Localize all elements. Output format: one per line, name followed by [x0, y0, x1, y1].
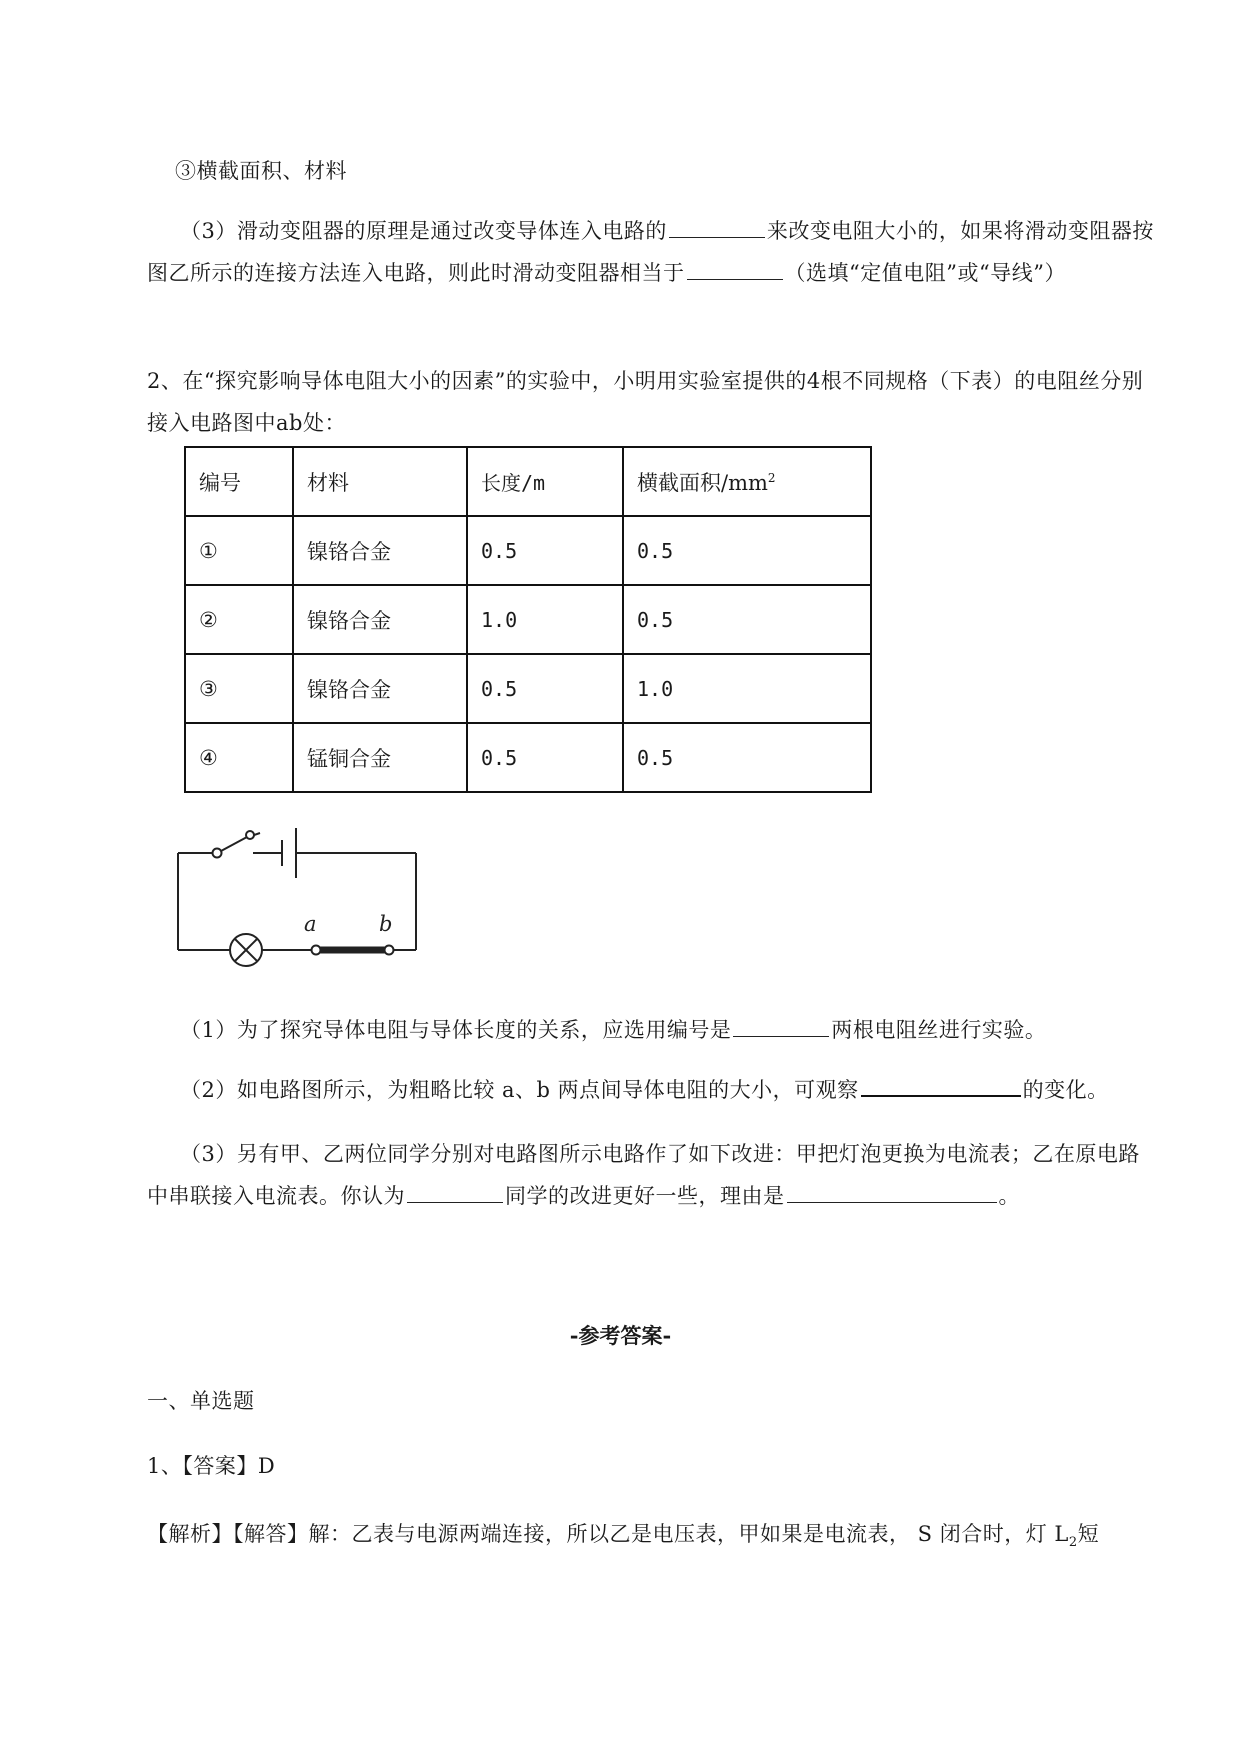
- resistance-wire-table: [184, 446, 872, 793]
- table-cell: ③: [185, 654, 293, 723]
- circuit-wire: [254, 833, 260, 835]
- sub-question-1-part2: 两根电阻丝进行实验。: [831, 1018, 1047, 1042]
- sub-question-3: [147, 1133, 1157, 1217]
- table-cell: 0.5: [623, 585, 871, 654]
- q3-text-part1: （3）滑动变阻器的原理是通过改变导体连入电路的: [180, 219, 667, 243]
- analysis-text-end: 短: [1077, 1522, 1100, 1546]
- q3-text: [147, 210, 1157, 294]
- switch-terminal: [213, 849, 222, 858]
- answer-blank[interactable]: [687, 255, 783, 280]
- table-cell: 镍铬合金: [293, 654, 467, 723]
- table-cell: 0.5: [467, 516, 623, 585]
- answer-blank[interactable]: [861, 1071, 1021, 1097]
- header-length: 长度/m: [481, 471, 546, 495]
- q3-text-part2: 来改变电阻大小的，如果将滑动变阻器按图乙所示的连接方法连入电路，则此时滑动变阻器相当于: [147, 219, 1154, 285]
- table-cell: 0.5: [467, 654, 623, 723]
- sub-question-3-part2: 同学的改进更好一些，理由是: [505, 1184, 785, 1208]
- answer-blank[interactable]: [733, 1012, 829, 1037]
- header-area: 横截面积/mm: [637, 470, 768, 495]
- table-header-cell: [623, 447, 871, 516]
- analysis-subscript: 2: [1068, 1535, 1078, 1551]
- sub-question-2: [180, 1069, 1160, 1111]
- switch-terminal: [246, 831, 254, 839]
- table-cell: 锰铜合金: [293, 723, 467, 792]
- table-cell: 镍铬合金: [293, 516, 467, 585]
- answer-1: 1、【答案】D: [147, 1454, 276, 1478]
- question-2-intro: 2、在“探究影响导体电阻大小的因素”的实验中，小明用实验室提供的4根不同规格（下表）的电阻丝分别接入电路图中ab处：: [147, 369, 1144, 435]
- table-row: [185, 516, 871, 585]
- header-area-exponent: 2: [767, 470, 776, 485]
- sub-question-2-part2: 的变化。: [1022, 1078, 1109, 1102]
- table-cell: ④: [185, 723, 293, 792]
- sub-question-1: [180, 1009, 1160, 1051]
- terminal-a: [312, 946, 321, 955]
- table-cell: ②: [185, 585, 293, 654]
- table-row: [185, 723, 871, 792]
- answers-title: -参考答案-: [569, 1323, 672, 1348]
- table-header-cell: 编号: [185, 447, 293, 516]
- table-cell: ①: [185, 516, 293, 585]
- terminal-b: [385, 946, 394, 955]
- sub-question-3-part1: （3）另有甲、乙两位同学分别对电路图所示电路作了如下改进：甲把灯泡更换为电流表；乙在原电路中串联接入电流表。你认为: [147, 1142, 1140, 1208]
- answer-analysis: [147, 1513, 1157, 1564]
- label-a: a: [304, 912, 317, 936]
- label-b: b: [379, 912, 393, 936]
- analysis-text: 【解析】【解答】解：乙表与电源两端连接，所以乙是电压表，甲如果是电流表， S 闭合时，灯 L: [147, 1522, 1069, 1546]
- answer-blank[interactable]: [407, 1178, 503, 1203]
- option-3-text: ③横截面积、材料: [175, 159, 347, 183]
- section-heading: 一、单选题: [147, 1389, 255, 1413]
- table-cell: 1.0: [467, 585, 623, 654]
- table-cell: 镍铬合金: [293, 585, 467, 654]
- answer-blank[interactable]: [669, 213, 765, 238]
- switch-icon: [221, 837, 247, 851]
- table-row: [185, 654, 871, 723]
- table-header-cell: [467, 447, 623, 516]
- table-cell: 0.5: [623, 723, 871, 792]
- table-row: [185, 585, 871, 654]
- sub-question-2-part1: （2）如电路图所示，为粗略比较 a、b 两点间导体电阻的大小，可观察: [180, 1078, 859, 1102]
- q3-text-part3: （选填“定值电阻”或“导线”）: [784, 261, 1066, 285]
- table-cell: 1.0: [623, 654, 871, 723]
- table-cell: 0.5: [623, 516, 871, 585]
- table-cell: 0.5: [467, 723, 623, 792]
- table-header-row: [185, 447, 871, 516]
- answer-blank[interactable]: [787, 1178, 997, 1203]
- sub-question-1-part1: （1）为了探究导体电阻与导体长度的关系，应选用编号是: [180, 1018, 732, 1042]
- table-header-cell: 材料: [293, 447, 467, 516]
- sub-question-3-part3: 。: [998, 1184, 1020, 1208]
- circuit-diagram: [170, 820, 430, 970]
